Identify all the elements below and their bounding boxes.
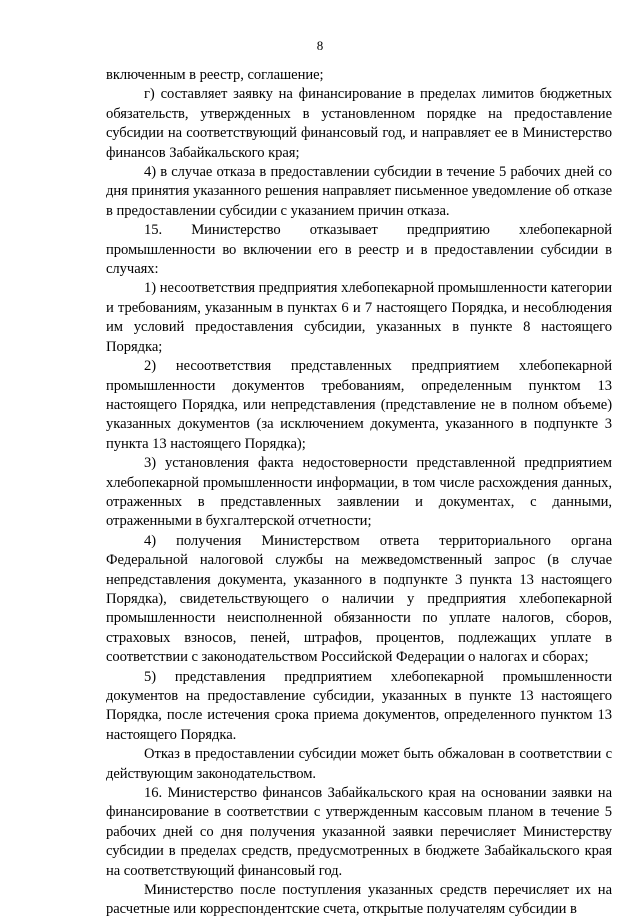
- paragraph-item-4-refusal-notice: 4) в случае отказа в предоставлении субсидии в течение 5 рабочих дней со дня принятия указанного решения направляет письменное уведомление об отказе в предоставлении субсидии с указанием причин отказа.: [106, 164, 612, 219]
- document-body: [106, 66, 612, 920]
- paragraph-appeal: Отказ в предоставлении субсидии может быть обжалован в соответствии с действующим законодательством.: [106, 746, 612, 782]
- paragraph-continuation: включенным в реестр, соглашение;: [106, 67, 324, 83]
- paragraph-clause-15-item-5: 5) представления предприятием хлебопекарной промышленности документов на предоставление субсидии, указанных в пункте 13 настоящего Порядка, после истечения срока приема документов, определенного пунктом 13 настоящего Порядка.: [106, 668, 612, 743]
- page-number: 8: [316, 38, 324, 53]
- paragraph-clause-15: 15. Министерство отказывает предприятию хлебопекарной промышленности во включении его в реестр и в предоставлении субсидии в случаях:: [106, 222, 612, 278]
- paragraph-clause-15-item-2: 2) несоответствия представленных предприятием хлебопекарной промышленности документов требованиям, определенным пунктом 13 настоящего Порядка, или непредставления (представление не в полном объеме) указанных документов (за исключением документа, указанного в подпункте 3 пункта 13 настоящего Порядка);: [106, 358, 612, 452]
- paragraph-clause-15-item-1: 1) несоответствия предприятия хлебопекарной промышленности категории и требованиям, указанным в пунктах 6 и 7 настоящего Порядка, и несоблюдения им условий предоставления субсидии, указанных в пункте 8 настоящего Порядка;: [106, 280, 612, 355]
- paragraph-clause-16: 16. Министерство финансов Забайкальского края на основании заявки на финансирование в соответствии с утвержденным кассовым планом в течение 5 рабочих дней со дня получения указанной заявки перечисляет Министерству субсидии в пределах средств, предусмотренных в бюджете Забайкальского края на соответствующий финансовый год.: [106, 785, 612, 879]
- paragraph-clause-15-item-3: 3) установления факта недостоверности представленной предприятием хлебопекарной промышленности информации, в том числе расхождения данных, отраженных в представленных заявлении и документах, с данными, отраженными в бухгалтерской отчетности;: [106, 455, 612, 530]
- paragraph-item-g: г) составляет заявку на финансирование в пределах лимитов бюджетных обязательств, утвержденных в установленном порядке на предоставление субсидии на соответствующий финансовый год, и направляет ее в Министерство финансов Забайкальского края;: [106, 86, 612, 161]
- paragraph-clause-15-item-4: 4) получения Министерством ответа территориального органа Федеральной налоговой службы на межведомственный запрос (в случае непредставления документа, указанного в подпункте 3 пункта 13 настоящего Порядка), свидетельствующего о наличии у предприятия хлебопекарной промышленности неисполненной обязанности по уплате налогов, сборов, страховых взносов, пеней, штрафов, процентов, подлежащих уплате в соответствии с законодательством Российской Федерации о налогах и сборах;: [106, 532, 612, 666]
- paragraph-transfer: Министерство после поступления указанных средств перечисляет их на расчетные или корреспондентские счета, открытые получателям субсидии в: [106, 882, 612, 918]
